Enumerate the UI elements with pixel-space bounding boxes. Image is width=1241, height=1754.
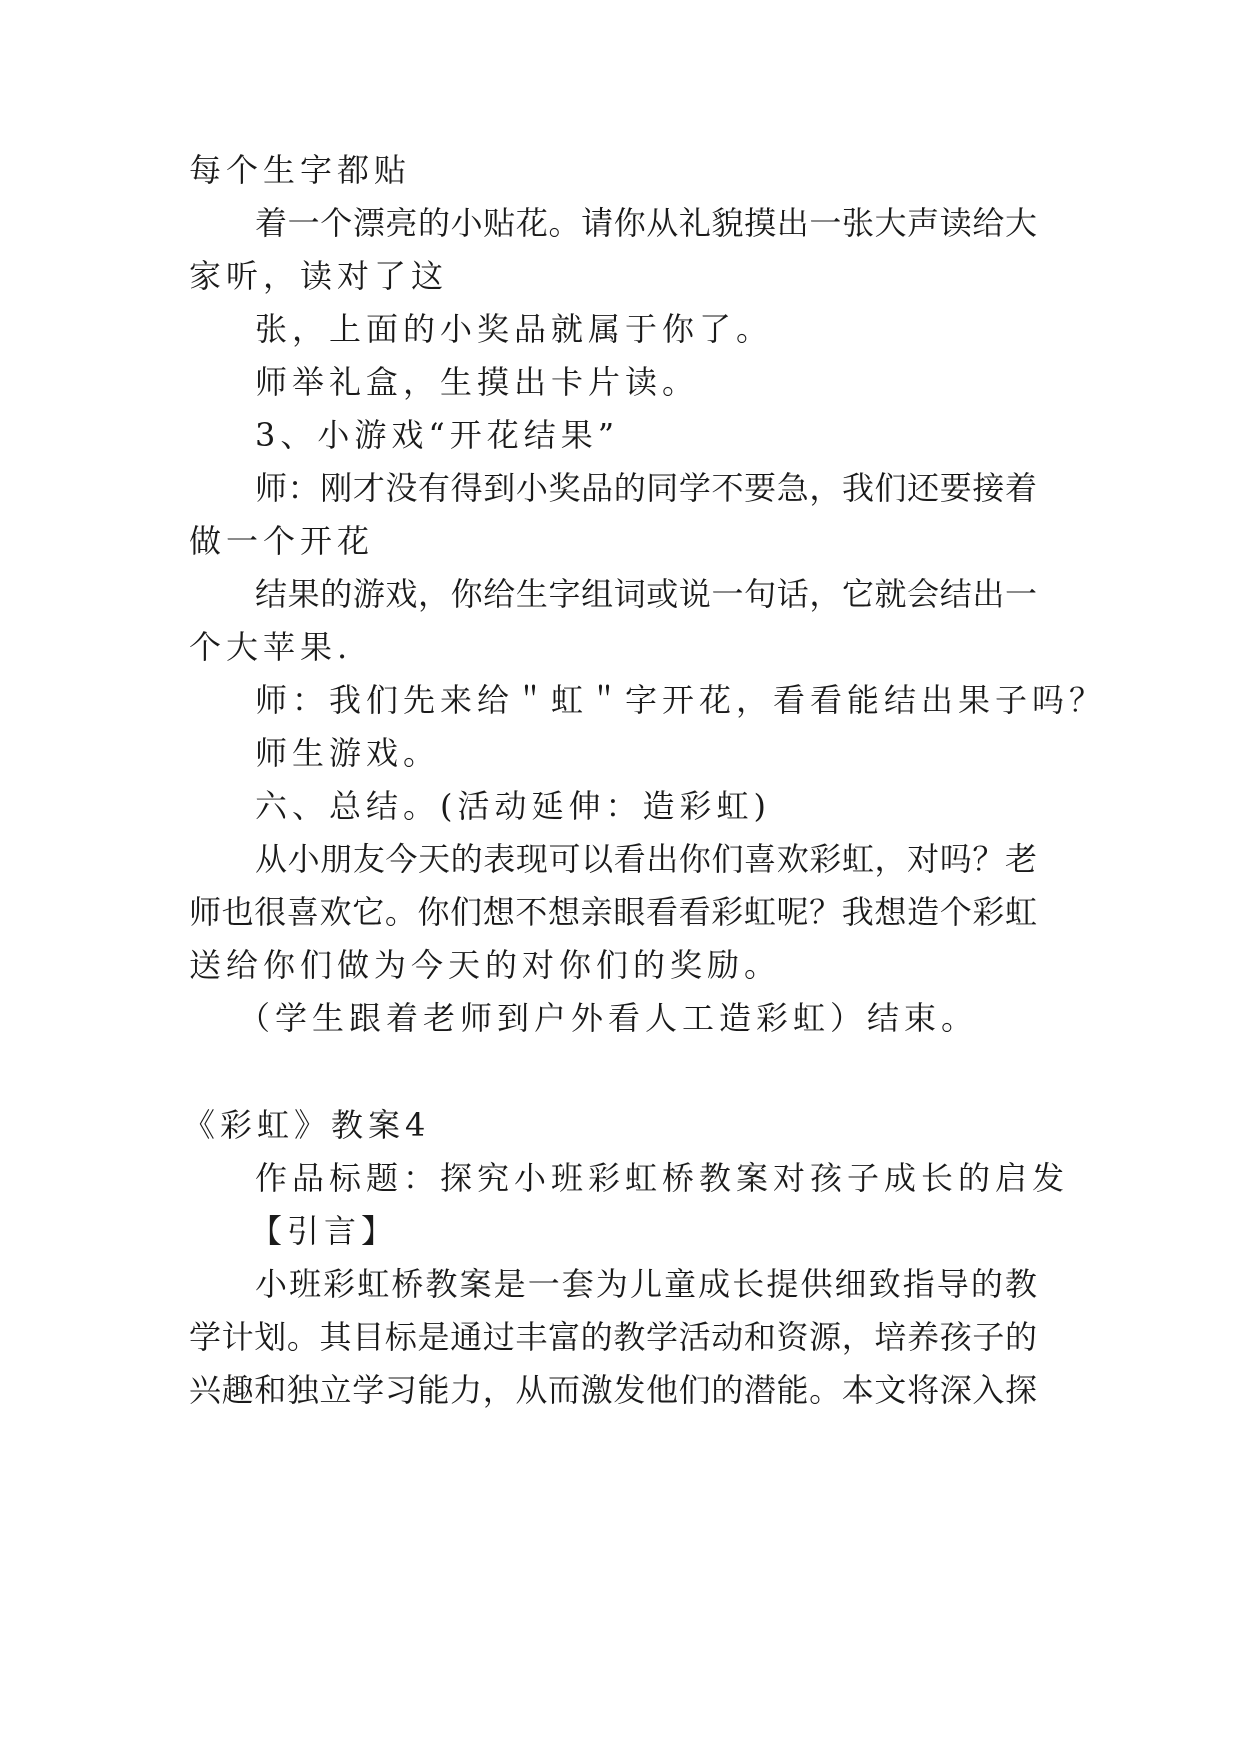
text-line: 师：刚才没有得到小奖品的同学不要急，我们还要接着	[255, 469, 1037, 507]
text-line: 兴趣和独立学习能力，从而激发他们的潜能。本文将深入探	[189, 1371, 1037, 1409]
text-line: 师举礼盒，生摸出卡片读。	[255, 363, 700, 401]
text-line: 师也很喜欢它。你们想不想亲眼看看彩虹呢？我想造个彩虹	[189, 893, 1037, 931]
text-line: 作品标题：探究小班彩虹桥教案对孩子成长的启发	[255, 1159, 1070, 1197]
text-line: 3、小游戏“开花结果”	[255, 416, 620, 454]
text-line: 张，上面的小奖品就属于你了。	[255, 310, 774, 348]
text-line: 小班彩虹桥教案是一套为儿童成长提供细致指导的教	[255, 1265, 1037, 1303]
text-line: 每个生字都贴	[189, 151, 412, 189]
text-line: 做一个开花	[189, 522, 375, 560]
text-line: 【引言】	[250, 1212, 399, 1250]
section-heading: 《彩虹》教案4	[183, 1106, 431, 1144]
text-line: 家听，读对了这	[189, 257, 449, 295]
text-line: 学计划。其目标是通过丰富的教学活动和资源，培养孩子的	[189, 1318, 1037, 1356]
text-line: 从小朋友今天的表现可以看出你们喜欢彩虹，对吗？老	[255, 840, 1037, 878]
text-line: 六、总结。(活动延伸：造彩虹)	[255, 787, 771, 825]
text-line: 师生游戏。	[255, 734, 441, 772]
text-line: 结果的游戏，你给生字组词或说一句话，它就会结出一	[255, 575, 1037, 613]
text-line: 个大苹果.	[189, 628, 353, 666]
text-line: 师：我们先来给＂虹＂字开花，看看能结出果子吗？	[255, 681, 1107, 719]
text-line: 送给你们做为今天的对你们的奖励。	[189, 946, 782, 984]
text-line: 着一个漂亮的小贴花。请你从礼貌摸出一张大声读给大	[255, 204, 1037, 242]
text-line: （学生跟着老师到户外看人工造彩虹）结束。	[238, 999, 979, 1037]
